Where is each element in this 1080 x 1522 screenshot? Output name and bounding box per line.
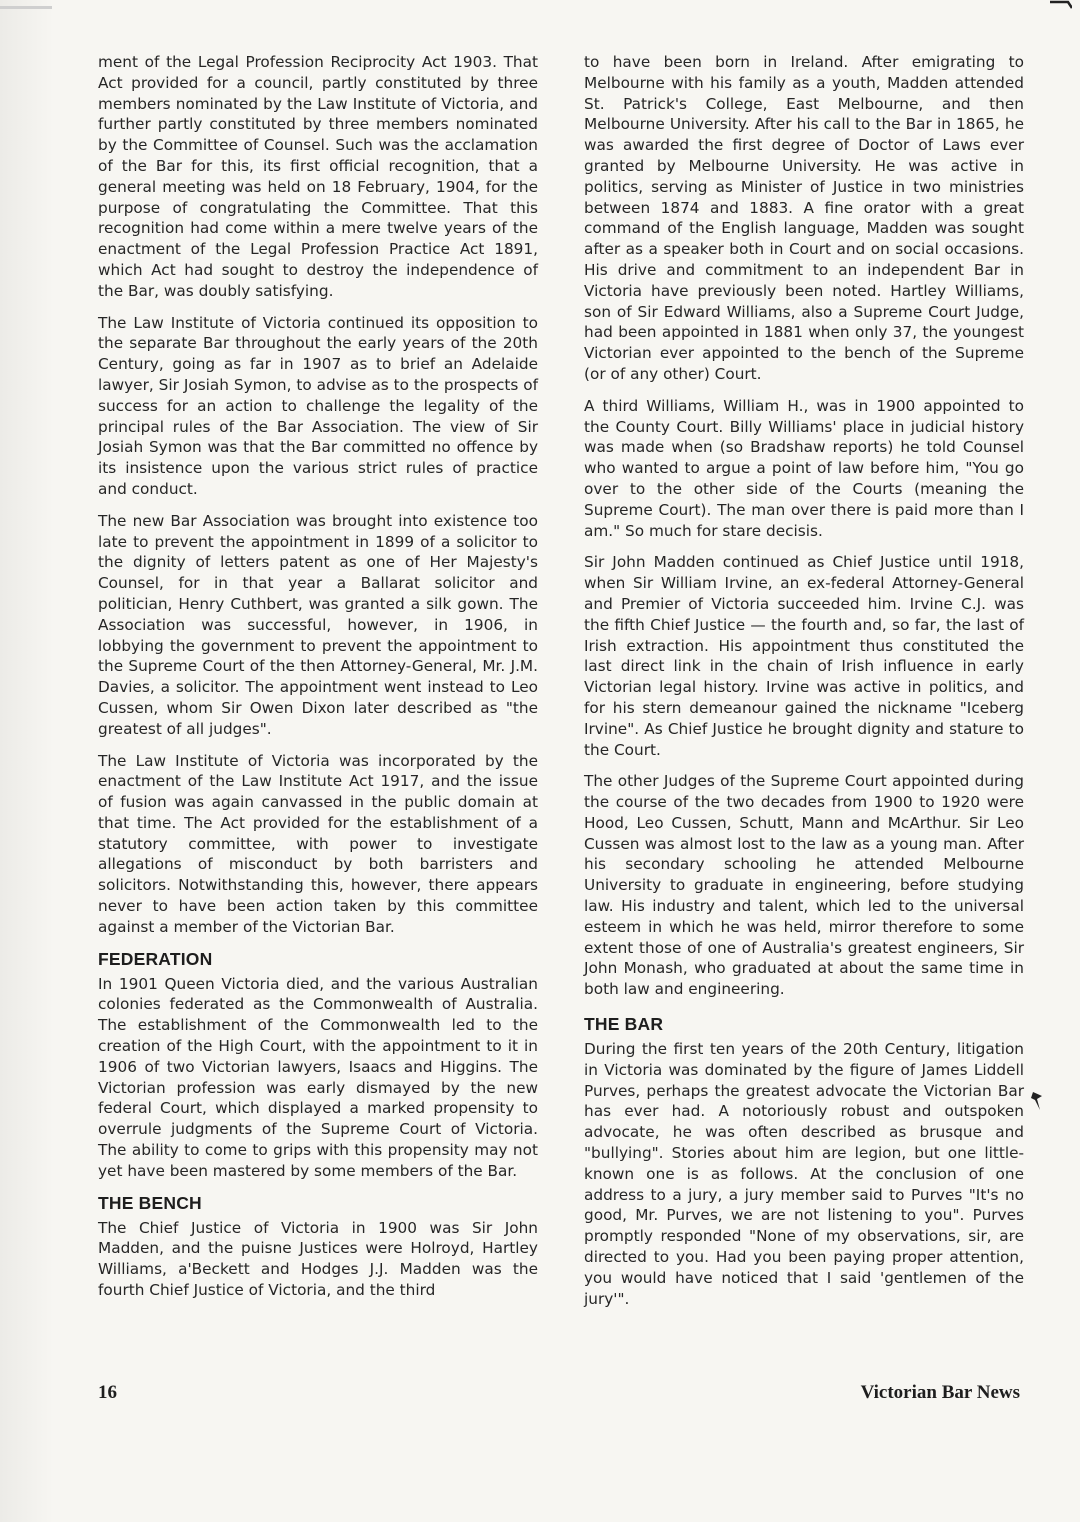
publication-title: Victorian Bar News xyxy=(860,1382,1020,1403)
paragraph: ment of the Legal Profession Reciprocity Act 1903. That Act provided for a council, partly constituted by three members nominated by the Law Institute of Victoria, and further partly constituted by three members nominated by the Committee of Counsel. Such was the acclamation of the Bar for this, its first official recognition, that a general meeting was held on 18 February, 1904, for the purpose of congratulating the Committee. That this recognition had come within a mere twelve years of the enactment of the Legal Profession Practice Act 1891, which Act had sought to destroy the independence of the Bar, was doubly satisfying. xyxy=(98,53,538,300)
paragraph: A third Williams, William H., was in 1900 appointed to the County Court. Billy Williams' place in judicial history was made when (so Bradshaw reports) he told Counsel who wanted to argue a point of law before him, "You go over to the other side of the Courts (meaning the Supreme Court). The man over there is paid more than I am." So much for stare decisis. xyxy=(584,396,1024,540)
paragraph: The new Bar Association was brought into existence too late to prevent the appointment in 1899 of a solicitor to the dignity of letters patent as one of Her Majesty's Counsel, for in that year a Ballarat solicitor and politician, Henry Cuthbert, was granted a silk gown. The Association was successful, however, in 1906, in lobbying the government to prevent the appointment to the Supreme Court of the then Attorney-General, Mr. J.M. Davies, a solicitor. The appointment went instead to Leo Cussen, whom Sir Owen Dixon later described as "the greatest of all judges". xyxy=(98,511,538,738)
paragraph: to have been born in Ireland. After emigrating to Melbourne with his family as a youth, Madden attended St. Patrick's College, East Melbourne, and then Melbourne University. After his call to the Bar in 1865, he was awarded the first degree of Doctor of Laws ever granted by Melbourne University. He was active in politics, serving as Minister of Justice in two ministries between 1874 and 1883. A fine orator with a great command of the English language, Madden was sought after as a speaker both in Court and on social occasions. His drive and commitment to an independent Bar in Victoria have previously been noted. Hartley Williams, son of Sir Edward Williams, also a Supreme Court Judge, had been appointed in 1881 when only 37, the youngest Victorian ever appointed to the bench of the Supreme (or of any other) Court. xyxy=(584,53,1024,383)
paragraph: Sir John Madden continued as Chief Justice until 1918, when Sir William Irvine, an ex-federal Attorney-General and Premier of Victoria succeeded him. Irvine C.J. was the fifth Chief Justice — the fourth and, so far, the last of Irish extraction. His appointment thus constituted the last direct link in the chain of Irish influence in early Victorian legal history. Irvine was active in politics, and for his stern demeanour gained the nickname "Iceberg Irvine". As Chief Justice he brought dignity and stature to the Court. xyxy=(584,553,1024,759)
page-shadow xyxy=(0,0,54,1522)
left-column xyxy=(98,52,538,1312)
corner-mark-icon xyxy=(1050,0,1072,10)
section-heading-bar: THE BAR xyxy=(584,1014,664,1035)
section-heading-federation: FEDERATION xyxy=(98,948,213,969)
margin-arrow-icon xyxy=(1030,1090,1044,1112)
section-heading-bench: THE BENCH xyxy=(98,1192,202,1213)
right-column xyxy=(584,52,1024,1320)
paragraph: The other Judges of the Supreme Court appointed during the course of the two decades from 1900 to 1920 were Hood, Leo Cussen, Schutt, Mann and McArthur. Sir Leo Cussen was almost lost to the law as a young man. After his secondary schooling he attended Melbourne University to graduate in engineering, before studying law. His industry and talent, which led to the universal esteem in which he was held, mirror therefore to some extent those of one of Australia's greatest engineers, Sir John Monash, who graduated at about the same time in both law and engineering. xyxy=(584,772,1024,999)
paragraph: The Law Institute of Victoria was incorporated by the enactment of the Law Institute Act 1917, and the issue of fusion was again canvassed in the public domain at that time. The Act provided for the establishment of a statutory committee, with power to investigate allegations of misconduct by both barristers and solicitors. Notwithstanding this, however, there appears never to have been action taken by this committee against a member of the Victorian Bar. xyxy=(98,751,538,936)
scan-mark xyxy=(0,6,52,9)
paragraph: In 1901 Queen Victoria died, and the various Australian colonies federated as the Commonwealth of Australia. The establishment of the Commonwealth led to the creation of the High Court, with the appointment to it in 1906 of two Victorian lawyers, Isaacs and Higgins. The Victorian profession was early dismayed by the new federal Court, which displayed a marked propensity to overrule judgments of the Supreme Court of Victoria. The ability to come to grips with this propensity may not yet have been mastered by some members of the Bar. xyxy=(98,974,538,1180)
paragraph: During the first ten years of the 20th Century, litigation in Victoria was dominated by the figure of James Liddell Purves, perhaps the greatest advocate the Victorian Bar has ever had. A notoriously robust and outspoken advocate, he was often described as brusque and "bullying". Stories about him are legion, but one little-known one is as follows. At the conclusion of one address to a jury, a jury member said to Purves "It's no good, Mr. Purves, we are not listening to you". Purves promptly responded "None of my observations, sir, are directed to you. Had you been paying proper attention, you would have noticed that I said 'gentlemen of the jury'". xyxy=(584,1040,1024,1308)
page-number: 16 xyxy=(98,1382,117,1403)
paragraph: The Chief Justice of Victoria in 1900 was Sir John Madden, and the puisne Justices were Holroyd, Hartley Williams, a'Beckett and Hodges J.J. Madden was the fourth Chief Justice of Victoria, and the third xyxy=(98,1218,538,1300)
paragraph: The Law Institute of Victoria continued its opposition to the separate Bar throughout the early years of the 20th Century, going as far in 1907 as to brief an Adelaide lawyer, Sir Josiah Symon, to advise as to the prospects of success for an action to challenge the legality of the principal rules of the Bar Association. The view of Sir Josiah Symon was that the Bar committed no offence by its insistence upon the various strict rules of practice and conduct. xyxy=(98,313,538,498)
